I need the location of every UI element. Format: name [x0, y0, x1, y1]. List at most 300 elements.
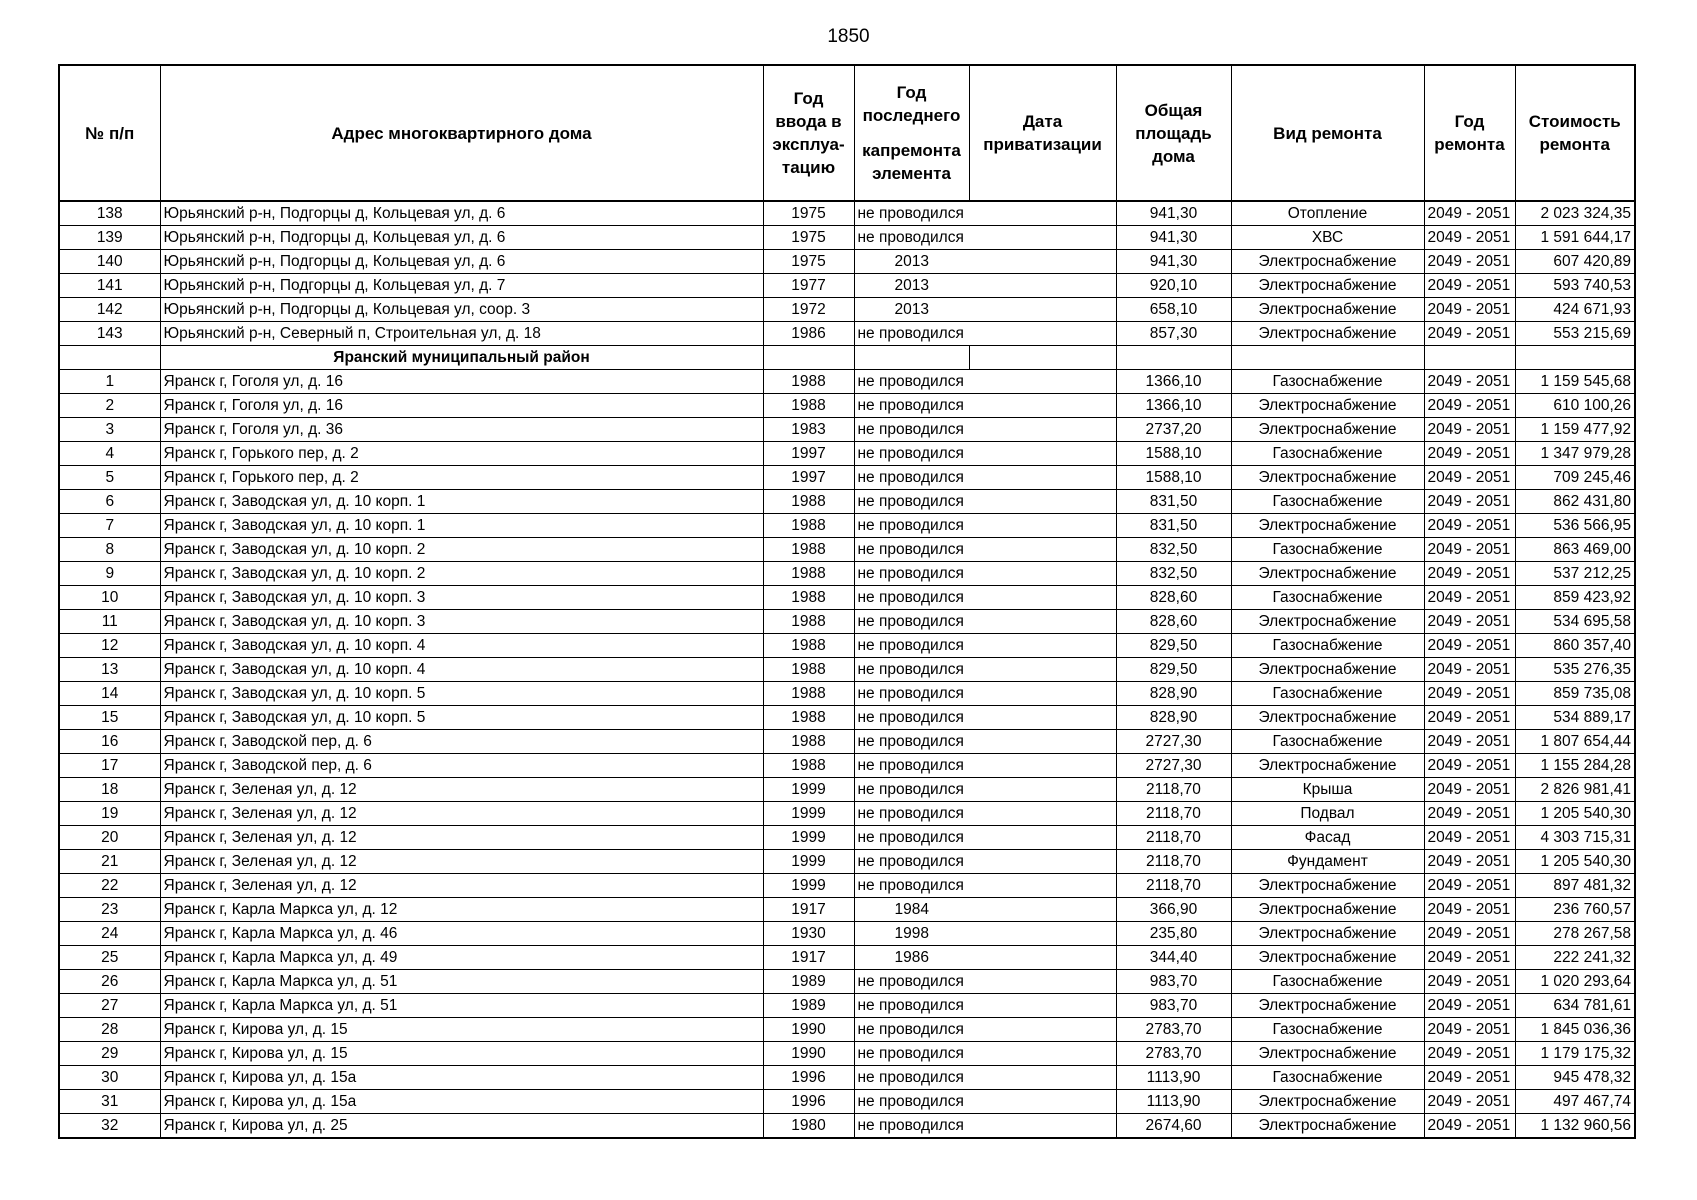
row-number: 26 [59, 970, 160, 994]
row-privatization [969, 250, 1116, 274]
row-repair-year: 2049 - 2051 [1424, 562, 1515, 586]
row-last-repair: не проводился [854, 1018, 969, 1042]
row-address: Яранск г, Карла Маркса ул, д. 12 [160, 898, 763, 922]
row-privatization [969, 322, 1116, 346]
table-row [59, 658, 1635, 682]
row-repair-type: Газоснабжение [1231, 970, 1424, 994]
row-number: 3 [59, 418, 160, 442]
row-cost: 1 179 175,32 [1515, 1042, 1635, 1066]
row-repair-type: Электроснабжение [1231, 994, 1424, 1018]
row-repair-type: Газоснабжение [1231, 490, 1424, 514]
row-area: 1588,10 [1116, 442, 1231, 466]
row-repair-year: 2049 - 2051 [1424, 394, 1515, 418]
row-year-built: 1917 [763, 898, 854, 922]
row-address: Яранск г, Горького пер, д. 2 [160, 466, 763, 490]
row-repair-year: 2049 - 2051 [1424, 754, 1515, 778]
row-area: 828,90 [1116, 682, 1231, 706]
row-repair-type: Электроснабжение [1231, 562, 1424, 586]
row-area: 831,50 [1116, 514, 1231, 538]
row-last-repair: не проводился [854, 514, 969, 538]
row-number: 140 [59, 250, 160, 274]
row-repair-type: Электроснабжение [1231, 754, 1424, 778]
table-row [59, 1090, 1635, 1114]
row-privatization [969, 274, 1116, 298]
row-privatization [969, 1018, 1116, 1042]
row-last-repair: 1986 [854, 946, 969, 970]
row-repair-year: 2049 - 2051 [1424, 514, 1515, 538]
row-address: Яранск г, Заводская ул, д. 10 корп. 3 [160, 586, 763, 610]
table-row [59, 874, 1635, 898]
row-year-built: 1983 [763, 418, 854, 442]
row-repair-year: 2049 - 2051 [1424, 802, 1515, 826]
row-address: Яранск г, Карла Маркса ул, д. 49 [160, 946, 763, 970]
row-address: Яранск г, Заводская ул, д. 10 корп. 2 [160, 562, 763, 586]
row-year-built: 1990 [763, 1042, 854, 1066]
row-number: 9 [59, 562, 160, 586]
header-address: Адрес многоквартирного дома [160, 65, 763, 201]
row-repair-type: Фундамент [1231, 850, 1424, 874]
row-area: 2118,70 [1116, 826, 1231, 850]
row-repair-year: 2049 - 2051 [1424, 466, 1515, 490]
row-last-repair: не проводился [854, 1042, 969, 1066]
row-number: 5 [59, 466, 160, 490]
row-address: Яранск г, Зеленая ул, д. 12 [160, 778, 763, 802]
row-cost: 424 671,93 [1515, 298, 1635, 322]
row-area: 2783,70 [1116, 1042, 1231, 1066]
row-number: 30 [59, 1066, 160, 1090]
row-last-repair: не проводился [854, 442, 969, 466]
row-repair-year: 2049 - 2051 [1424, 201, 1515, 226]
row-repair-type: Отопление [1231, 201, 1424, 226]
table-row [59, 970, 1635, 994]
row-repair-type: Газоснабжение [1231, 1018, 1424, 1042]
row-cost: 1 159 477,92 [1515, 418, 1635, 442]
row-area: 941,30 [1116, 201, 1231, 226]
row-cost: 593 740,53 [1515, 274, 1635, 298]
section-empty-cell [854, 346, 969, 370]
row-privatization [969, 970, 1116, 994]
table-row [59, 898, 1635, 922]
row-repair-type: Газоснабжение [1231, 1066, 1424, 1090]
row-year-built: 1988 [763, 610, 854, 634]
row-address: Яранск г, Заводская ул, д. 10 корп. 1 [160, 514, 763, 538]
table-row [59, 754, 1635, 778]
row-cost: 278 267,58 [1515, 922, 1635, 946]
row-cost: 534 695,58 [1515, 610, 1635, 634]
row-repair-year: 2049 - 2051 [1424, 778, 1515, 802]
row-year-built: 1988 [763, 682, 854, 706]
section-empty-cell [1515, 346, 1635, 370]
row-year-built: 1988 [763, 370, 854, 394]
row-last-repair: не проводился [854, 562, 969, 586]
row-address: Яранск г, Заводская ул, д. 10 корп. 4 [160, 634, 763, 658]
row-address: Юрьянский р-н, Северный п, Строительная ул, д. 18 [160, 322, 763, 346]
table-row [59, 634, 1635, 658]
row-repair-type: ХВС [1231, 226, 1424, 250]
row-area: 2118,70 [1116, 802, 1231, 826]
row-repair-year: 2049 - 2051 [1424, 322, 1515, 346]
row-repair-year: 2049 - 2051 [1424, 418, 1515, 442]
row-last-repair: не проводился [854, 322, 969, 346]
row-repair-year: 2049 - 2051 [1424, 898, 1515, 922]
row-cost: 610 100,26 [1515, 394, 1635, 418]
row-privatization [969, 538, 1116, 562]
table-row [59, 466, 1635, 490]
row-last-repair: не проводился [854, 1066, 969, 1090]
row-number: 16 [59, 730, 160, 754]
row-privatization [969, 634, 1116, 658]
row-cost: 2 826 981,41 [1515, 778, 1635, 802]
row-area: 344,40 [1116, 946, 1231, 970]
row-last-repair: не проводился [854, 1090, 969, 1114]
row-cost: 1 591 644,17 [1515, 226, 1635, 250]
table-row [59, 826, 1635, 850]
row-repair-type: Электроснабжение [1231, 610, 1424, 634]
row-address: Яранск г, Кирова ул, д. 15 [160, 1042, 763, 1066]
row-last-repair: не проводился [854, 970, 969, 994]
header-last-repair-bottom: капремонта элемента [862, 141, 961, 183]
row-repair-year: 2049 - 2051 [1424, 682, 1515, 706]
row-year-built: 1988 [763, 538, 854, 562]
section-empty-cell [969, 346, 1116, 370]
row-address: Яранск г, Карла Маркса ул, д. 51 [160, 994, 763, 1018]
table-row [59, 586, 1635, 610]
table-row [59, 201, 1635, 226]
row-last-repair: не проводился [854, 1114, 969, 1139]
row-number: 14 [59, 682, 160, 706]
row-cost: 862 431,80 [1515, 490, 1635, 514]
row-number: 24 [59, 922, 160, 946]
row-repair-year: 2049 - 2051 [1424, 442, 1515, 466]
row-address: Яранск г, Гоголя ул, д. 16 [160, 370, 763, 394]
table-row [59, 802, 1635, 826]
row-number: 32 [59, 1114, 160, 1139]
row-privatization [969, 394, 1116, 418]
row-cost: 4 303 715,31 [1515, 826, 1635, 850]
row-repair-year: 2049 - 2051 [1424, 586, 1515, 610]
row-repair-type: Электроснабжение [1231, 898, 1424, 922]
row-repair-year: 2049 - 2051 [1424, 634, 1515, 658]
table-row [59, 1114, 1635, 1139]
table-row [59, 946, 1635, 970]
table-row [59, 1018, 1635, 1042]
table-row [59, 562, 1635, 586]
row-number: 8 [59, 538, 160, 562]
row-area: 832,50 [1116, 538, 1231, 562]
row-area: 2118,70 [1116, 778, 1231, 802]
row-area: 1113,90 [1116, 1066, 1231, 1090]
row-repair-year: 2049 - 2051 [1424, 1114, 1515, 1139]
row-address: Яранск г, Заводской пер, д. 6 [160, 754, 763, 778]
row-number: 11 [59, 610, 160, 634]
row-privatization [969, 298, 1116, 322]
row-cost: 236 760,57 [1515, 898, 1635, 922]
row-cost: 634 781,61 [1515, 994, 1635, 1018]
row-address: Яранск г, Зеленая ул, д. 12 [160, 850, 763, 874]
row-last-repair: не проводился [854, 994, 969, 1018]
row-area: 829,50 [1116, 658, 1231, 682]
row-privatization [969, 994, 1116, 1018]
section-empty-cell [1424, 346, 1515, 370]
row-cost: 1 020 293,64 [1515, 970, 1635, 994]
row-last-repair: 1984 [854, 898, 969, 922]
row-number: 31 [59, 1090, 160, 1114]
row-last-repair: не проводился [854, 586, 969, 610]
row-year-built: 1999 [763, 802, 854, 826]
row-repair-year: 2049 - 2051 [1424, 610, 1515, 634]
row-cost: 536 566,95 [1515, 514, 1635, 538]
row-address: Юрьянский р-н, Подгорцы д, Кольцевая ул, д. 6 [160, 250, 763, 274]
row-cost: 1 845 036,36 [1515, 1018, 1635, 1042]
row-year-built: 1989 [763, 994, 854, 1018]
row-area: 941,30 [1116, 226, 1231, 250]
row-last-repair: не проводился [854, 682, 969, 706]
row-address: Юрьянский р-н, Подгорцы д, Кольцевая ул, д. 7 [160, 274, 763, 298]
row-area: 941,30 [1116, 250, 1231, 274]
row-repair-year: 2049 - 2051 [1424, 274, 1515, 298]
row-last-repair: не проводился [854, 874, 969, 898]
row-last-repair: не проводился [854, 658, 969, 682]
row-number: 20 [59, 826, 160, 850]
row-address: Юрьянский р-н, Подгорцы д, Кольцевая ул, д. 6 [160, 226, 763, 250]
row-address: Яранск г, Зеленая ул, д. 12 [160, 826, 763, 850]
row-year-built: 1988 [763, 394, 854, 418]
row-address: Яранск г, Гоголя ул, д. 16 [160, 394, 763, 418]
row-area: 920,10 [1116, 274, 1231, 298]
row-address: Яранск г, Кирова ул, д. 15а [160, 1090, 763, 1114]
row-number: 23 [59, 898, 160, 922]
row-repair-type: Электроснабжение [1231, 274, 1424, 298]
row-repair-type: Газоснабжение [1231, 730, 1424, 754]
row-number: 143 [59, 322, 160, 346]
row-area: 366,90 [1116, 898, 1231, 922]
row-year-built: 1930 [763, 922, 854, 946]
row-area: 828,60 [1116, 610, 1231, 634]
row-area: 832,50 [1116, 562, 1231, 586]
row-repair-year: 2049 - 2051 [1424, 1090, 1515, 1114]
row-address: Яранск г, Кирова ул, д. 15 [160, 1018, 763, 1042]
row-year-built: 1975 [763, 201, 854, 226]
row-privatization [969, 418, 1116, 442]
row-year-built: 1988 [763, 754, 854, 778]
row-repair-type: Электроснабжение [1231, 418, 1424, 442]
row-last-repair: не проводился [854, 226, 969, 250]
row-privatization [969, 1090, 1116, 1114]
header-repair-type: Вид ремонта [1231, 65, 1424, 201]
row-last-repair: не проводился [854, 706, 969, 730]
row-number: 15 [59, 706, 160, 730]
table-row [59, 730, 1635, 754]
row-number: 29 [59, 1042, 160, 1066]
row-repair-year: 2049 - 2051 [1424, 298, 1515, 322]
row-repair-year: 2049 - 2051 [1424, 1042, 1515, 1066]
row-last-repair: не проводился [854, 370, 969, 394]
row-year-built: 1986 [763, 322, 854, 346]
row-year-built: 1988 [763, 562, 854, 586]
row-area: 828,60 [1116, 586, 1231, 610]
row-area: 2727,30 [1116, 754, 1231, 778]
row-number: 142 [59, 298, 160, 322]
row-repair-type: Газоснабжение [1231, 538, 1424, 562]
row-last-repair: не проводился [854, 634, 969, 658]
row-repair-year: 2049 - 2051 [1424, 250, 1515, 274]
row-cost: 860 357,40 [1515, 634, 1635, 658]
row-cost: 553 215,69 [1515, 322, 1635, 346]
row-repair-year: 2049 - 2051 [1424, 1018, 1515, 1042]
header-privatization: Дата приватизации [969, 65, 1116, 201]
row-year-built: 1990 [763, 1018, 854, 1042]
row-repair-type: Электроснабжение [1231, 250, 1424, 274]
row-area: 235,80 [1116, 922, 1231, 946]
table-row [59, 490, 1635, 514]
row-area: 983,70 [1116, 970, 1231, 994]
row-last-repair: не проводился [854, 538, 969, 562]
row-cost: 859 735,08 [1515, 682, 1635, 706]
row-privatization [969, 610, 1116, 634]
row-area: 2727,30 [1116, 730, 1231, 754]
row-repair-type: Электроснабжение [1231, 946, 1424, 970]
row-area: 2783,70 [1116, 1018, 1231, 1042]
row-number: 139 [59, 226, 160, 250]
row-last-repair: 2013 [854, 274, 969, 298]
row-number: 28 [59, 1018, 160, 1042]
row-number: 141 [59, 274, 160, 298]
row-privatization [969, 826, 1116, 850]
section-header-row [59, 346, 1635, 370]
header-last-repair [854, 65, 969, 201]
row-last-repair: 2013 [854, 250, 969, 274]
row-cost: 1 807 654,44 [1515, 730, 1635, 754]
row-year-built: 1988 [763, 514, 854, 538]
row-address: Юрьянский р-н, Подгорцы д, Кольцевая ул, соор. 3 [160, 298, 763, 322]
row-area: 658,10 [1116, 298, 1231, 322]
table-row [59, 226, 1635, 250]
row-repair-year: 2049 - 2051 [1424, 370, 1515, 394]
row-area: 829,50 [1116, 634, 1231, 658]
header-cost: Стоимость ремонта [1515, 65, 1635, 201]
row-privatization [969, 730, 1116, 754]
row-address: Яранск г, Гоголя ул, д. 36 [160, 418, 763, 442]
row-repair-type: Газоснабжение [1231, 442, 1424, 466]
row-year-built: 1989 [763, 970, 854, 994]
row-year-built: 1988 [763, 634, 854, 658]
row-last-repair: не проводился [854, 610, 969, 634]
table-header [59, 65, 1635, 201]
row-last-repair: не проводился [854, 850, 969, 874]
row-year-built: 1975 [763, 250, 854, 274]
row-repair-type: Электроснабжение [1231, 394, 1424, 418]
row-year-built: 1999 [763, 778, 854, 802]
row-repair-year: 2049 - 2051 [1424, 922, 1515, 946]
row-cost: 1 159 545,68 [1515, 370, 1635, 394]
section-empty-cell [1231, 346, 1424, 370]
header-repair-year: Год ремонта [1424, 65, 1515, 201]
row-year-built: 1997 [763, 442, 854, 466]
table-row [59, 1066, 1635, 1090]
row-cost: 945 478,32 [1515, 1066, 1635, 1090]
row-year-built: 1917 [763, 946, 854, 970]
row-repair-year: 2049 - 2051 [1424, 850, 1515, 874]
row-privatization [969, 1066, 1116, 1090]
row-last-repair: не проводился [854, 418, 969, 442]
table-row [59, 538, 1635, 562]
row-privatization [969, 370, 1116, 394]
row-privatization [969, 778, 1116, 802]
row-year-built: 1988 [763, 706, 854, 730]
row-repair-type: Электроснабжение [1231, 706, 1424, 730]
row-cost: 1 132 960,56 [1515, 1114, 1635, 1139]
row-year-built: 1997 [763, 466, 854, 490]
row-repair-year: 2049 - 2051 [1424, 658, 1515, 682]
row-cost: 859 423,92 [1515, 586, 1635, 610]
row-repair-type: Крыша [1231, 778, 1424, 802]
row-last-repair: не проводился [854, 826, 969, 850]
row-cost: 1 347 979,28 [1515, 442, 1635, 466]
row-year-built: 1999 [763, 874, 854, 898]
row-address: Яранск г, Заводская ул, д. 10 корп. 3 [160, 610, 763, 634]
row-privatization [969, 226, 1116, 250]
table-row [59, 778, 1635, 802]
row-repair-type: Электроснабжение [1231, 1042, 1424, 1066]
table-row [59, 850, 1635, 874]
row-year-built: 1988 [763, 490, 854, 514]
row-privatization [969, 658, 1116, 682]
row-year-built: 1980 [763, 1114, 854, 1139]
row-cost: 497 467,74 [1515, 1090, 1635, 1114]
row-repair-type: Электроснабжение [1231, 514, 1424, 538]
row-area: 2737,20 [1116, 418, 1231, 442]
row-number: 25 [59, 946, 160, 970]
row-privatization [969, 586, 1116, 610]
row-area: 857,30 [1116, 322, 1231, 346]
table-row [59, 418, 1635, 442]
row-privatization [969, 1114, 1116, 1139]
row-repair-type: Электроснабжение [1231, 874, 1424, 898]
repair-register-table [58, 64, 1636, 1139]
table-row [59, 922, 1635, 946]
row-number: 22 [59, 874, 160, 898]
row-repair-year: 2049 - 2051 [1424, 226, 1515, 250]
header-last-repair-top: Год последнего [862, 83, 961, 125]
row-cost: 709 245,46 [1515, 466, 1635, 490]
row-number: 6 [59, 490, 160, 514]
row-last-repair: не проводился [854, 730, 969, 754]
row-privatization [969, 490, 1116, 514]
header-area: Общая площадь дома [1116, 65, 1231, 201]
row-address: Юрьянский р-н, Подгорцы д, Кольцевая ул, д. 6 [160, 201, 763, 226]
row-address: Яранск г, Заводская ул, д. 10 корп. 2 [160, 538, 763, 562]
row-privatization [969, 442, 1116, 466]
row-address: Яранск г, Заводской пер, д. 6 [160, 730, 763, 754]
row-repair-year: 2049 - 2051 [1424, 826, 1515, 850]
row-cost: 537 212,25 [1515, 562, 1635, 586]
row-year-built: 1988 [763, 658, 854, 682]
row-repair-type: Подвал [1231, 802, 1424, 826]
row-repair-type: Газоснабжение [1231, 370, 1424, 394]
row-privatization [969, 946, 1116, 970]
row-repair-year: 2049 - 2051 [1424, 994, 1515, 1018]
row-number: 12 [59, 634, 160, 658]
row-area: 1366,10 [1116, 394, 1231, 418]
row-year-built: 1988 [763, 586, 854, 610]
row-address: Яранск г, Заводская ул, д. 10 корп. 4 [160, 658, 763, 682]
row-number: 1 [59, 370, 160, 394]
row-last-repair: не проводился [854, 394, 969, 418]
row-cost: 607 420,89 [1515, 250, 1635, 274]
row-area: 983,70 [1116, 994, 1231, 1018]
table-row [59, 322, 1635, 346]
row-number: 138 [59, 201, 160, 226]
